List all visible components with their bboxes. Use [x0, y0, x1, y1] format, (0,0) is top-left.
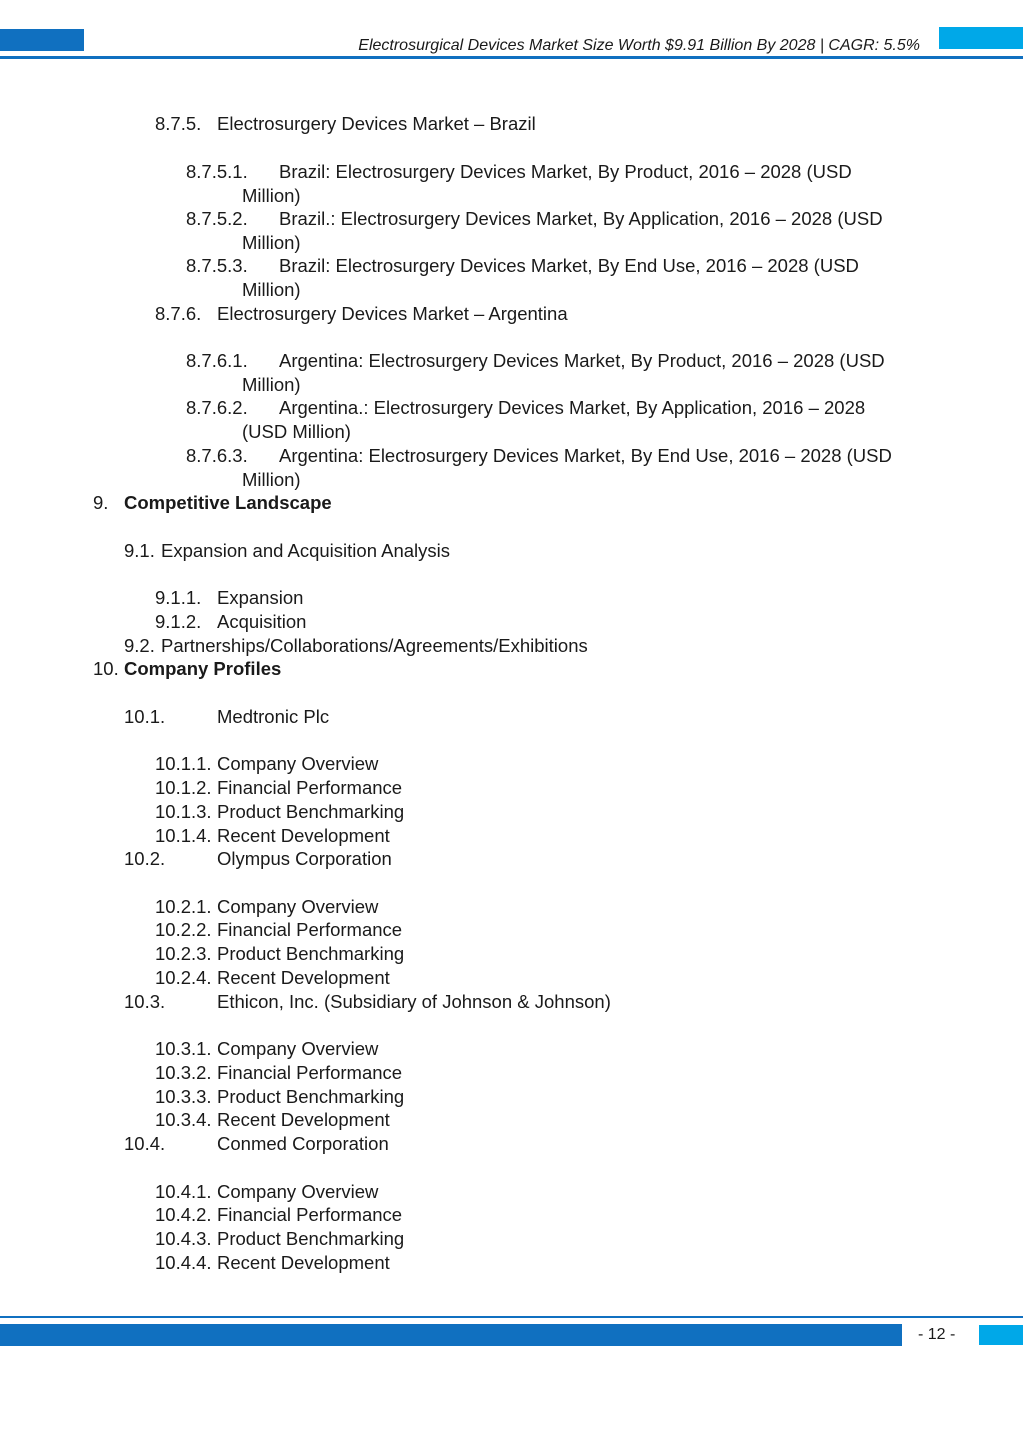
footer-rule — [0, 1316, 1023, 1318]
toc-title: Olympus Corporation — [217, 848, 392, 869]
toc-title: Company Profiles — [124, 658, 282, 679]
toc-title: Brazil.: Electrosurgery Devices Market, By Application, 2016 – 2028 (USD — [279, 208, 883, 229]
toc-title: Expansion — [217, 587, 304, 608]
toc-title-continuation: Million) — [242, 185, 301, 206]
page-number: - 12 - — [918, 1326, 956, 1343]
header-title: Electrosurgical Devices Market Size Worth $9.91 Billion By 2028 | CAGR: 5.5% — [358, 37, 920, 54]
toc-number: 8.7.6.2. — [186, 397, 248, 418]
toc-number: 8.7.5. — [155, 113, 202, 134]
toc-title: Acquisition — [217, 611, 307, 632]
toc-title: Company Overview — [217, 1181, 379, 1202]
header-accent-bar-right — [939, 27, 1023, 49]
toc-title: Product Benchmarking — [217, 801, 405, 822]
toc-number: 10.2. — [124, 848, 166, 869]
toc-number: 10.3. — [124, 991, 166, 1012]
footer-accent-bar — [0, 1324, 902, 1346]
toc-title: Argentina: Electrosurgery Devices Market, By End Use, 2016 – 2028 (USD — [279, 445, 892, 466]
footer-accent-bar-right — [979, 1325, 1023, 1345]
toc-title-continuation: Million) — [242, 232, 301, 253]
toc-number: 10.3.1. — [155, 1038, 212, 1059]
toc-title: Electrosurgery Devices Market – Brazil — [217, 113, 536, 134]
toc-title: Argentina: Electrosurgery Devices Market, By Product, 2016 – 2028 (USD — [279, 350, 885, 371]
toc-title: Recent Development — [217, 967, 390, 988]
toc-title: Expansion and Acquisition Analysis — [161, 540, 450, 561]
toc-number: 10.2.4. — [155, 967, 212, 988]
toc-title: Electrosurgery Devices Market – Argentina — [217, 303, 568, 324]
toc-number: 10.1.3. — [155, 801, 212, 822]
toc-title: Brazil: Electrosurgery Devices Market, By End Use, 2016 – 2028 (USD — [279, 255, 859, 276]
toc-title: Company Overview — [217, 896, 379, 917]
toc-title: Company Overview — [217, 753, 379, 774]
toc-title: Product Benchmarking — [217, 1228, 405, 1249]
toc-number: 10.2.2. — [155, 919, 212, 940]
toc-number: 10.2.1. — [155, 896, 212, 917]
toc-title: Product Benchmarking — [217, 943, 405, 964]
toc-title: Brazil: Electrosurgery Devices Market, By Product, 2016 – 2028 (USD — [279, 161, 852, 182]
toc-number: 8.7.6. — [155, 303, 202, 324]
toc-number: 10.4.1. — [155, 1181, 212, 1202]
toc-title: Product Benchmarking — [217, 1086, 405, 1107]
toc-number: 8.7.5.3. — [186, 255, 248, 276]
toc-number: 10.3.2. — [155, 1062, 212, 1083]
toc-title-continuation: (USD Million) — [242, 421, 351, 442]
toc-number: 10.4.2. — [155, 1204, 212, 1225]
toc-number: 10.4.3. — [155, 1228, 212, 1249]
toc-title: Financial Performance — [217, 919, 403, 940]
toc-number: 10.1.2. — [155, 777, 212, 798]
toc-number: 8.7.6.3. — [186, 445, 248, 466]
toc-title: Medtronic Plc — [217, 706, 330, 727]
toc-number: 10.4. — [124, 1133, 166, 1154]
toc-title: Financial Performance — [217, 1204, 403, 1225]
toc-title: Recent Development — [217, 1109, 390, 1130]
toc-number: 9. — [93, 492, 109, 513]
toc-number: 8.7.6.1. — [186, 350, 248, 371]
toc-number: 10.1. — [124, 706, 166, 727]
toc-title: Financial Performance — [217, 1062, 403, 1083]
toc-number: 10.1.1. — [155, 753, 212, 774]
toc-title-continuation: Million) — [242, 374, 301, 395]
toc-title: Partnerships/Collaborations/Agreements/Exhibitions — [161, 635, 588, 656]
toc-number: 9.1.2. — [155, 611, 202, 632]
header-rule — [0, 56, 1023, 59]
toc-number: 10.2.3. — [155, 943, 212, 964]
toc-title: Argentina.: Electrosurgery Devices Market, By Application, 2016 – 2028 — [279, 397, 866, 418]
toc-number: 10.4.4. — [155, 1252, 212, 1273]
toc-number: 10.3.4. — [155, 1109, 212, 1130]
toc-title: Financial Performance — [217, 777, 403, 798]
toc-title-continuation: Million) — [242, 279, 301, 300]
toc-title: Company Overview — [217, 1038, 379, 1059]
toc-number: 9.1. — [124, 540, 155, 561]
toc-number: 10.1.4. — [155, 825, 212, 846]
toc-number: 9.1.1. — [155, 587, 202, 608]
toc-title: Ethicon, Inc. (Subsidiary of Johnson & Johnson) — [217, 991, 611, 1012]
toc-title: Recent Development — [217, 1252, 390, 1273]
toc-number: 10. — [93, 658, 119, 679]
header-accent-bar-left — [0, 29, 84, 51]
toc-title: Recent Development — [217, 825, 390, 846]
toc-title: Conmed Corporation — [217, 1133, 389, 1154]
toc-title-continuation: Million) — [242, 469, 301, 490]
toc-number: 8.7.5.2. — [186, 208, 248, 229]
toc-title: Competitive Landscape — [124, 492, 332, 513]
toc-number: 9.2. — [124, 635, 155, 656]
toc-number: 10.3.3. — [155, 1086, 212, 1107]
toc-number: 8.7.5.1. — [186, 161, 248, 182]
